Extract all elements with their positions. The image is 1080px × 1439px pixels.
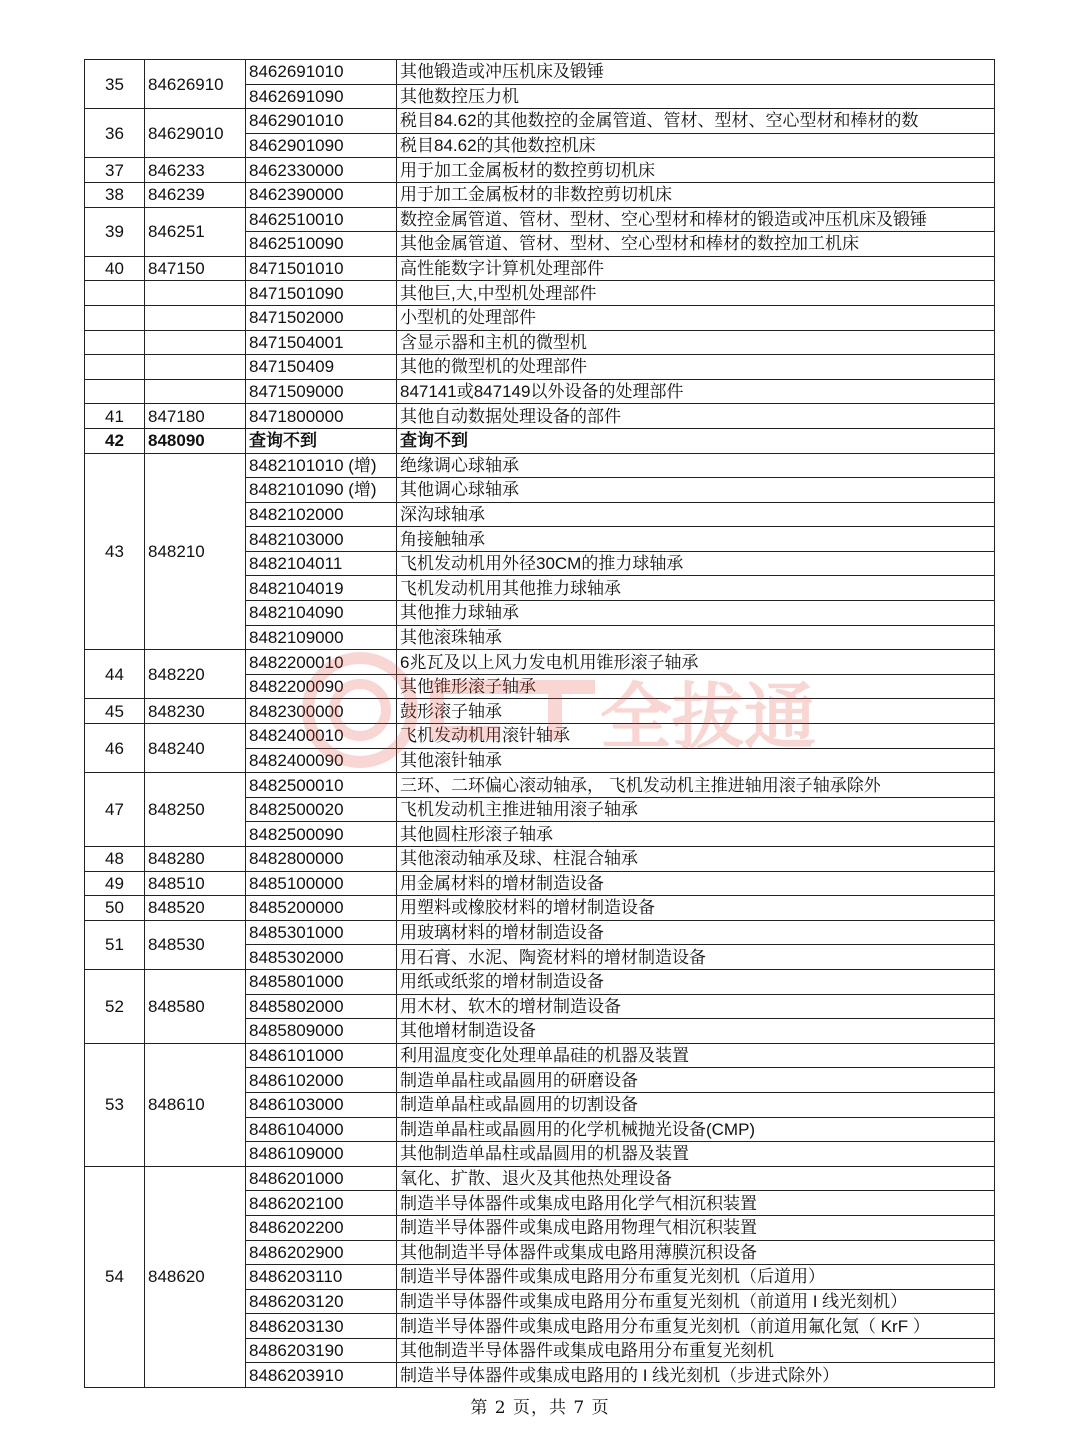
commodity-code: 8462901010 xyxy=(246,109,397,134)
commodity-code: 8462691090 xyxy=(246,84,397,109)
commodity-description: 绝缘调心球轴承 xyxy=(397,453,995,478)
row-number: 51 xyxy=(85,920,145,969)
hs-code-6: 846233 xyxy=(145,158,246,183)
commodity-description: 用石膏、水泥、陶瓷材料的增材制造设备 xyxy=(397,945,995,970)
commodity-description: 其他自动数据处理设备的部件 xyxy=(397,404,995,429)
commodity-description: 制造半导体器件或集成电路用物理气相沉积装置 xyxy=(397,1215,995,1240)
table-row xyxy=(85,1043,995,1068)
commodity-code: 8482200010 xyxy=(246,650,397,675)
commodity-description: 其他数控压力机 xyxy=(397,84,995,109)
table-row xyxy=(85,330,995,355)
table-row xyxy=(85,207,995,232)
commodity-description: 深沟球轴承 xyxy=(397,502,995,527)
table-row xyxy=(85,871,995,896)
commodity-code: 8486203910 xyxy=(246,1363,397,1388)
hs-code-6: 848530 xyxy=(145,920,246,969)
commodity-code: 8482500090 xyxy=(246,822,397,847)
hs-code-6: 848210 xyxy=(145,453,246,650)
commodity-code: 8485801000 xyxy=(246,969,397,994)
commodity-description: 用纸或纸浆的增材制造设备 xyxy=(397,969,995,994)
commodity-description: 其他滚珠轴承 xyxy=(397,625,995,650)
commodity-code: 8482300000 xyxy=(246,699,397,724)
commodity-description: 847141或847149以外设备的处理部件 xyxy=(397,379,995,404)
commodity-description: 制造半导体器件或集成电路用分布重复光刻机（前道用 I 线光刻机） xyxy=(397,1289,995,1314)
row-number xyxy=(85,355,145,380)
commodity-description: 其他锻造或冲压机床及锻锤 xyxy=(397,60,995,85)
commodity-description: 其他制造半导体器件或集成电路用分布重复光刻机 xyxy=(397,1338,995,1363)
table-row xyxy=(85,920,995,945)
table-row xyxy=(85,847,995,872)
commodity-code: 8482101090 (增) xyxy=(246,478,397,503)
commodity-code: 8482200090 xyxy=(246,674,397,699)
table-row xyxy=(85,1166,995,1191)
hs-code-6: 846251 xyxy=(145,207,246,256)
commodity-code: 8485802000 xyxy=(246,994,397,1019)
commodity-description: 用金属材料的增材制造设备 xyxy=(397,871,995,896)
commodity-code: 8471501010 xyxy=(246,256,397,281)
row-number: 50 xyxy=(85,896,145,921)
commodity-code: 8471509000 xyxy=(246,379,397,404)
commodity-code: 8462510010 xyxy=(246,207,397,232)
row-number: 44 xyxy=(85,650,145,699)
commodity-code: 8485302000 xyxy=(246,945,397,970)
row-number xyxy=(85,379,145,404)
commodity-description: 用于加工金属板材的非数控剪切机床 xyxy=(397,182,995,207)
hs-code-6 xyxy=(145,305,246,330)
commodity-description: 飞机发动机用其他推力球轴承 xyxy=(397,576,995,601)
commodity-code: 8482104090 xyxy=(246,601,397,626)
commodity-description: 角接触轴承 xyxy=(397,527,995,552)
commodity-code: 8471502000 xyxy=(246,305,397,330)
commodity-code: 8482103000 xyxy=(246,527,397,552)
table-row xyxy=(85,379,995,404)
commodity-code: 8482102000 xyxy=(246,502,397,527)
commodity-code: 8482104019 xyxy=(246,576,397,601)
hs-code-6: 848620 xyxy=(145,1166,246,1387)
commodity-code: 8485809000 xyxy=(246,1019,397,1044)
commodity-description: 飞机发动机用滚针轴承 xyxy=(397,724,995,749)
hs-code-6 xyxy=(145,330,246,355)
commodity-code: 8486203190 xyxy=(246,1338,397,1363)
commodity-code: 查询不到 xyxy=(246,428,397,453)
commodity-code: 8482104011 xyxy=(246,551,397,576)
hs-code-6: 848090 xyxy=(145,428,246,453)
table-row xyxy=(85,305,995,330)
hs-code-6: 848520 xyxy=(145,896,246,921)
commodity-code: 8486102000 xyxy=(246,1068,397,1093)
commodity-code: 8486203130 xyxy=(246,1314,397,1339)
hs-code-6 xyxy=(145,281,246,306)
commodity-description: 制造单晶柱或晶圆用的化学机械抛光设备(CMP) xyxy=(397,1117,995,1142)
commodity-code: 8482500020 xyxy=(246,797,397,822)
table-row xyxy=(85,699,995,724)
commodity-code: 8486101000 xyxy=(246,1043,397,1068)
commodity-description: 制造半导体器件或集成电路用化学气相沉积装置 xyxy=(397,1191,995,1216)
commodity-description: 其他制造半导体器件或集成电路用薄膜沉积设备 xyxy=(397,1240,995,1265)
commodity-description: 查询不到 xyxy=(397,428,995,453)
table-row xyxy=(85,355,995,380)
commodity-code: 8486202100 xyxy=(246,1191,397,1216)
commodity-code: 8462390000 xyxy=(246,182,397,207)
table-row xyxy=(85,724,995,749)
commodity-description: 其他制造单晶柱或晶圆用的机器及装置 xyxy=(397,1142,995,1167)
commodity-code: 8482800000 xyxy=(246,847,397,872)
row-number xyxy=(85,305,145,330)
commodity-description: 6兆瓦及以上风力发电机用锥形滚子轴承 xyxy=(397,650,995,675)
commodity-description: 其他金属管道、管材、型材、空心型材和棒材的数控加工机床 xyxy=(397,232,995,257)
commodity-description: 利用温度变化处理单晶硅的机器及装置 xyxy=(397,1043,995,1068)
commodity-code: 8462510090 xyxy=(246,232,397,257)
row-number: 39 xyxy=(85,207,145,256)
row-number: 41 xyxy=(85,404,145,429)
hs-code-6 xyxy=(145,355,246,380)
commodity-description: 税目84.62的其他数控机床 xyxy=(397,133,995,158)
row-number: 38 xyxy=(85,182,145,207)
hs-code-6: 848280 xyxy=(145,847,246,872)
commodity-code: 8486202200 xyxy=(246,1215,397,1240)
table-row xyxy=(85,182,995,207)
commodity-code: 8486203110 xyxy=(246,1265,397,1290)
row-number: 48 xyxy=(85,847,145,872)
table-row xyxy=(85,158,995,183)
hs-code-6: 848250 xyxy=(145,773,246,847)
table-row xyxy=(85,256,995,281)
commodity-code: 8471501090 xyxy=(246,281,397,306)
commodity-code: 847150409 xyxy=(246,355,397,380)
row-number: 45 xyxy=(85,699,145,724)
table-row xyxy=(85,773,995,798)
hs-code-6: 846239 xyxy=(145,182,246,207)
commodity-code: 8485301000 xyxy=(246,920,397,945)
watermark-text: 全拔通 xyxy=(600,675,817,759)
commodity-code: 8462901090 xyxy=(246,133,397,158)
commodity-description: 其他滚针轴承 xyxy=(397,748,995,773)
commodity-description: 高性能数字计算机处理部件 xyxy=(397,256,995,281)
row-number: 54 xyxy=(85,1166,145,1387)
row-number: 47 xyxy=(85,773,145,847)
commodity-description: 制造半导体器件或集成电路用的 I 线光刻机（步进式除外） xyxy=(397,1363,995,1388)
tariff-sheet xyxy=(84,59,995,1389)
commodity-description: 用玻璃材料的增材制造设备 xyxy=(397,920,995,945)
commodity-code: 8462691010 xyxy=(246,60,397,85)
hs-code-6: 848580 xyxy=(145,969,246,1043)
commodity-code: 8486202900 xyxy=(246,1240,397,1265)
row-number: 52 xyxy=(85,969,145,1043)
commodity-code: 8485100000 xyxy=(246,871,397,896)
table-row xyxy=(85,404,995,429)
commodity-description: 其他圆柱形滚子轴承 xyxy=(397,822,995,847)
commodity-description: 制造单晶柱或晶圆用的切割设备 xyxy=(397,1092,995,1117)
row-number: 40 xyxy=(85,256,145,281)
commodity-description: 鼓形滚子轴承 xyxy=(397,699,995,724)
commodity-code: 8486201000 xyxy=(246,1166,397,1191)
commodity-description: 其他锥形滚子轴承 xyxy=(397,674,995,699)
commodity-description: 飞机发动机主推进轴用滚子轴承 xyxy=(397,797,995,822)
row-number: 46 xyxy=(85,724,145,773)
hs-code-6: 847180 xyxy=(145,404,246,429)
row-number: 53 xyxy=(85,1043,145,1166)
tariff-table xyxy=(84,59,995,1388)
hs-code-6: 847150 xyxy=(145,256,246,281)
commodity-description: 其他增材制造设备 xyxy=(397,1019,995,1044)
commodity-description: 其他的微型机的处理部件 xyxy=(397,355,995,380)
commodity-code: 8486109000 xyxy=(246,1142,397,1167)
hs-code-6: 848220 xyxy=(145,650,246,699)
row-number: 43 xyxy=(85,453,145,650)
commodity-code: 8482500010 xyxy=(246,773,397,798)
commodity-description: 用于加工金属板材的数控剪切机床 xyxy=(397,158,995,183)
commodity-code: 8471800000 xyxy=(246,404,397,429)
commodity-code: 8482400090 xyxy=(246,748,397,773)
commodity-description: 用塑料或橡胶材料的增材制造设备 xyxy=(397,896,995,921)
table-row xyxy=(85,60,995,85)
commodity-code: 8462330000 xyxy=(246,158,397,183)
commodity-description: 小型机的处理部件 xyxy=(397,305,995,330)
commodity-description: 氧化、扩散、退火及其他热处理设备 xyxy=(397,1166,995,1191)
commodity-code: 8486103000 xyxy=(246,1092,397,1117)
commodity-description: 制造半导体器件或集成电路用分布重复光刻机（前道用氟化氪（ KrF ） xyxy=(397,1314,995,1339)
hs-code-6: 84626910 xyxy=(145,60,246,109)
commodity-code: 8486203120 xyxy=(246,1289,397,1314)
table-row xyxy=(85,281,995,306)
row-number: 35 xyxy=(85,60,145,109)
hs-code-6: 848230 xyxy=(145,699,246,724)
commodity-code: 8482400010 xyxy=(246,724,397,749)
hs-code-6: 848610 xyxy=(145,1043,246,1166)
commodity-description: 含显示器和主机的微型机 xyxy=(397,330,995,355)
table-row xyxy=(85,453,995,478)
table-row xyxy=(85,650,995,675)
page-footer: 第 2 页，共 7 页 xyxy=(470,1398,610,1418)
commodity-code: 8482101010 (增) xyxy=(246,453,397,478)
hs-code-6 xyxy=(145,379,246,404)
commodity-description: 三环、二环偏心滚动轴承， 飞机发动机主推进轴用滚子轴承除外 xyxy=(397,773,995,798)
row-number: 42 xyxy=(85,428,145,453)
row-number xyxy=(85,330,145,355)
table-row xyxy=(85,109,995,134)
hs-code-6: 848510 xyxy=(145,871,246,896)
row-number: 49 xyxy=(85,871,145,896)
commodity-code: 8471504001 xyxy=(246,330,397,355)
row-number: 37 xyxy=(85,158,145,183)
commodity-description: 其他推力球轴承 xyxy=(397,601,995,626)
commodity-code: 8482109000 xyxy=(246,625,397,650)
table-row xyxy=(85,896,995,921)
commodity-description: 其他滚动轴承及球、柱混合轴承 xyxy=(397,847,995,872)
commodity-description: 其他调心球轴承 xyxy=(397,478,995,503)
commodity-description: 制造半导体器件或集成电路用分布重复光刻机（后道用） xyxy=(397,1265,995,1290)
table-row xyxy=(85,428,995,453)
commodity-description: 制造单晶柱或晶圆用的研磨设备 xyxy=(397,1068,995,1093)
commodity-description: 税目84.62的其他数控的金属管道、管材、型材、空心型材和棒材的数 xyxy=(397,109,995,134)
table-row xyxy=(85,969,995,994)
row-number xyxy=(85,281,145,306)
commodity-description: 用木材、软木的增材制造设备 xyxy=(397,994,995,1019)
commodity-code: 8485200000 xyxy=(246,896,397,921)
row-number: 36 xyxy=(85,109,145,158)
commodity-code: 8486104000 xyxy=(246,1117,397,1142)
hs-code-6: 848240 xyxy=(145,724,246,773)
commodity-description: 飞机发动机用外径30CM的推力球轴承 xyxy=(397,551,995,576)
commodity-description: 数控金属管道、管材、型材、空心型材和棒材的锻造或冲压机床及锻锤 xyxy=(397,207,995,232)
hs-code-6: 84629010 xyxy=(145,109,246,158)
commodity-description: 其他巨,大,中型机处理部件 xyxy=(397,281,995,306)
